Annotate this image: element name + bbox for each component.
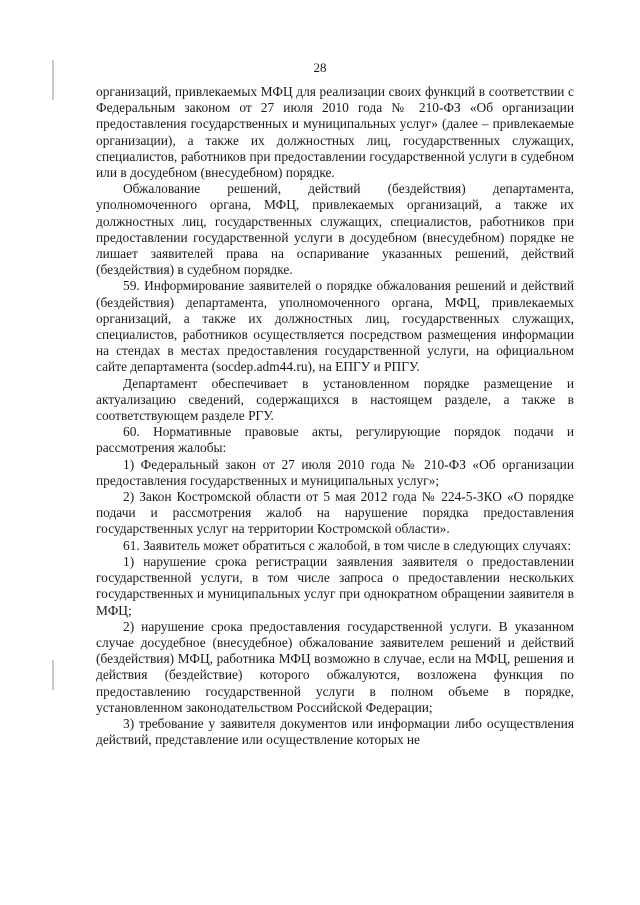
paragraph-61-item-2: 2) нарушение срока предоставления государственной услуги. В указанном случае досудебное (внесудебное) обжалование заявителем решений и действий (бездействия) МФЦ, работника МФЦ возможно в случае, если на МФЦ, решения и действия (бездействие) которого обжалуются, возложена функция по предоставлению государственной услуги в полном объеме в порядке, установленном законодательством Российской Федерации;: [96, 618, 574, 715]
page-number: 28: [313, 60, 327, 75]
paragraph-61-item-3: 3) требование у заявителя документов или информации либо осуществления действий, представление или осуществление которых не: [96, 715, 574, 748]
paragraph-59: 59. Информирование заявителей о порядке обжалования решений и действий (бездействия) департамента, уполномоченного органа, МФЦ, привлекаемых организаций, а также их должностных лиц, государственных служащих, специалистов, работников осуществляется посредством размещения информации на стендах в местах предоставления государственной услуги, на официальном сайте департамента (socdep.adm44.ru), на ЕПГУ и РПГУ.: [96, 278, 574, 375]
paragraph-60-item-2: 2) Закон Костромской области от 5 мая 2012 года № 224-5-ЗКО «О порядке подачи и рассмотрения жалоб на нарушение порядка предоставления государственных услуг на территории Костромской области».: [96, 489, 574, 537]
paragraph-60-item-1: 1) Федеральный закон от 27 июля 2010 года № 210-ФЗ «Об организации предоставления государственных и муниципальных услуг»;: [96, 456, 574, 488]
document-body: [96, 84, 574, 748]
paragraph-61-item-1: 1) нарушение срока регистрации заявления заявителя о предоставлении государственной услуги, в том числе запроса о предоставлении нескольких государственных и муниципальных услуг при однократном обращении заявителя в МФЦ;: [96, 553, 574, 618]
scan-margin-mark: [52, 660, 54, 690]
paragraph-61: 61. Заявитель может обратиться с жалобой, в том числе в следующих случаях:: [123, 537, 572, 553]
paragraph-continuation: организаций, привлекаемых МФЦ для реализации своих функций в соответствии с Федеральным законом от 27 июля 2010 года № 210-ФЗ «Об организации предоставления государственных и муниципальных услуг» (далее – привлекаемые организации), а также их должностных лиц, государственных служащих, специалистов, работников при предоставлении государственной услуги в судебном или в досудебном (внесудебном) порядке.: [96, 84, 574, 181]
paragraph-60: 60. Нормативные правовые акты, регулирующие порядок подачи и рассмотрения жалобы:: [96, 424, 574, 456]
paragraph-department-info: Департамент обеспечивает в установленном порядке размещение и актуализацию сведений, содержащихся в настоящем разделе, а также в соответствующем разделе РГУ.: [96, 375, 574, 424]
paragraph-appeal-rights: Обжалование решений, действий (бездействия) департамента, уполномоченного органа, МФЦ, привлекаемых организаций, а также их должностных лиц, государственных служащих, специалистов, работников при предоставлении государственной услуги в досудебном (внесудебном) порядке не лишает заявителей права на оспаривание указанных решений, действий (бездействия) в судебном порядке.: [96, 181, 574, 278]
